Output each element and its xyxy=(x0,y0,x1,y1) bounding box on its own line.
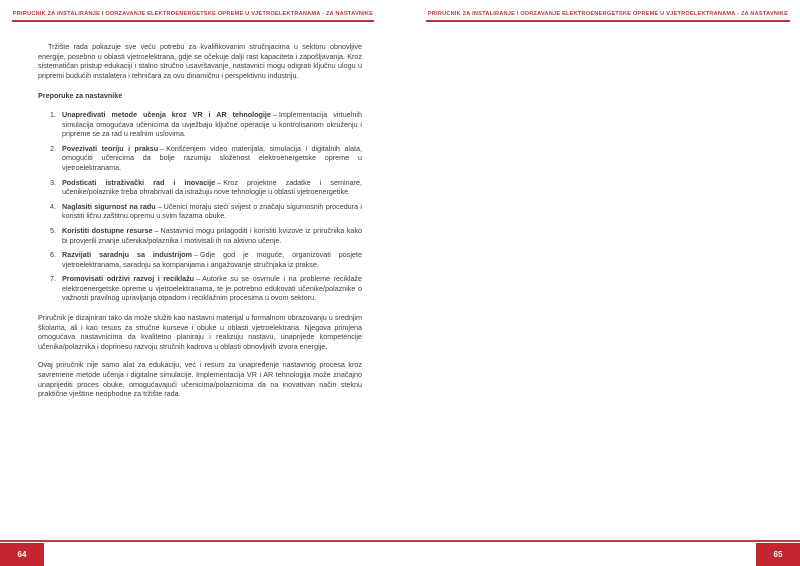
right-page-running-head xyxy=(426,11,790,22)
list-item-number: 2. xyxy=(50,143,56,153)
left-page-running-head xyxy=(12,11,374,22)
list-item-number: 7. xyxy=(50,274,56,284)
list-item-number: 3. xyxy=(50,177,56,187)
list-item xyxy=(50,178,362,197)
right-page-header-text: PRIRUČNIK ZA INSTALIRANJE I ODRŽAVANJE ELEKTROENERGETSKE OPREME U VJETROELEKTRANAMA - ZA NASTAVNIKE xyxy=(427,11,789,17)
right-page-number: 65 xyxy=(773,550,783,559)
left-page-number-tab xyxy=(0,543,44,566)
list-item-number: 4. xyxy=(50,201,56,211)
list-item-text: Promovisati održivi razvoj i reciklažu – Autorke su se osvrnule i na probleme reciklaže elektroenergetske opreme u vjetroelektranama, te je potrebno edukovati učenike/polaznike o važnosti pravilnog upravljanja otpadom i reciklažnim procesima u ovom sektoru. xyxy=(62,274,363,303)
closing-paragraph-2: Ovaj priručnik nije samo alat za edukaciju, već i resurs za unapređenje nastavnog procesa kroz savremene metode učenja i digitalne simulacije. Implementacija VR i AR tehnologija može značajno unaprijediti proces obuke, omogućavajući učenicima/polaznicima da na inovativan način steknu praktične vještine neophodne za tržište rada. xyxy=(38,360,362,399)
closing-paragraph-1: Priručnik je dizajniran tako da može služiti kao nastavni materijal u formalnom obrazovanju u srednjim školama, ali i kao resurs za stručne kurseve i obuke u oblasti vjetroelektrana. Njegova primjena omogućava nastavnicima da kvalitetno planiraju i realizuju nastavu, unaprijede kompetencije učenika/polaznika i doprinesu razvoju stručnih kadrova u oblasti obnovljivih izvora energije. xyxy=(38,313,362,351)
list-item xyxy=(50,110,362,139)
list-item-text: Koristiti dostupne resurse – Nastavnici mogu prilagoditi i koristiti kvizove iz priručnika kako bi provjerili znanje učenika/polaznika i motivisali ih na aktivno učenje. xyxy=(62,225,362,245)
recommendations-list xyxy=(38,110,362,303)
list-item-text: Naglasiti sigurnost na radu – Učenici moraju steći svijest o značaju sigurnosnih procedura i koristiti ličnu zaštitnu opremu u svim fazama obuke. xyxy=(62,201,362,221)
list-item xyxy=(50,144,362,173)
list-item-number: 1. xyxy=(50,109,56,119)
list-item xyxy=(50,202,362,221)
list-item-text: Razvijati saradnju sa industrijom – Gdje god je moguće, organizovati posjete vjetroelektranama, saradnju sa kompanijama i angažovanje stručnjaka iz prakse. xyxy=(62,250,362,269)
list-item xyxy=(50,226,362,245)
list-item-text: Unapređivati metode učenja kroz VR i AR tehnologije – Implementacija virtuelnih simulacija omogućava učenicima da uvježbaju ključne operacije u kontrolisanom okruženju i pripreme se za rad u realnim uslovima. xyxy=(62,109,362,139)
left-page-header-text: PRIRUČNIK ZA INSTALIRANJE I ODRŽAVANJE ELEKTROENERGETSKE OPREME U VJETROELEKTRANAMA - ZA NASTAVNIKE xyxy=(12,11,374,17)
list-item-text: Povezivati teoriju i praksu – Korišćenjem video materijala, simulacija i digitalnih alata, omogućiti učenicima da bolje razumiju složenost elektroenergetske opreme u vjetroelektranama. xyxy=(62,143,362,172)
list-item-number: 5. xyxy=(50,225,56,235)
right-page-number-tab xyxy=(756,543,800,566)
intro-paragraph: Tržište rada pokazuje sve veću potrebu za kvalifikovanim stručnjacima u sektoru obnovljive energije, posebno u oblasti vjetroelektrana, gdje se očekuje dalji rast kapaciteta i zapošljavanja. Kroz sistematičan pristup edukaciji i stalno stručno usavršavanje, nastavnici mogu odigrati ključnu ulogu u pripremi budućih instalatera i tehničara za ovu dinamičnu i perspektivnu industriju. xyxy=(38,42,362,80)
left-page-body xyxy=(38,42,362,399)
list-item-number: 6. xyxy=(50,250,56,260)
list-item xyxy=(50,250,362,269)
section-heading: Preporuke za nastavnike xyxy=(38,91,123,101)
footer-rule xyxy=(0,540,800,542)
list-item xyxy=(50,274,362,303)
left-page-number: 64 xyxy=(17,550,27,559)
list-item-text: Podsticati istraživački rad i inovacije – Kroz projektne zadatke i seminare, učenike/polaznike treba ohrabrivati da istražuju nove tehnologije u oblasti vjetroenergetike. xyxy=(62,177,362,197)
